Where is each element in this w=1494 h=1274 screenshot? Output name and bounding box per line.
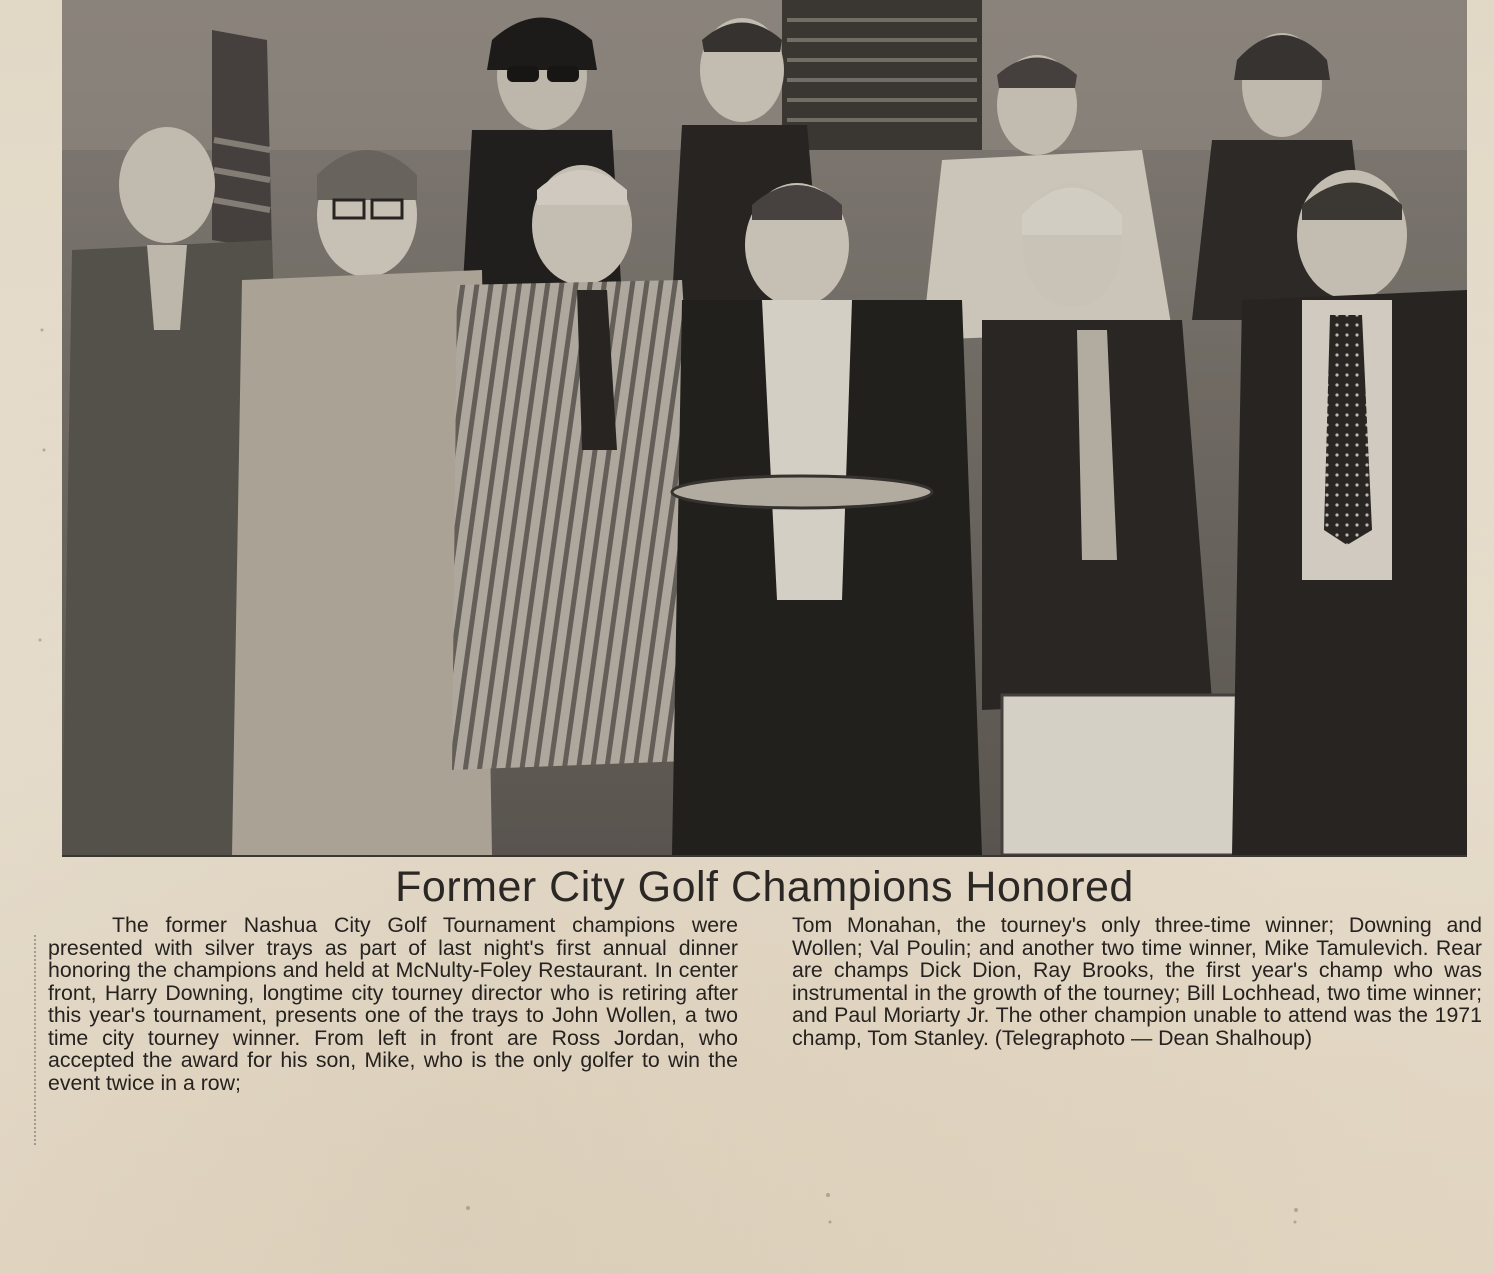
article-column-right: Tom Monahan, the tourney's only three-time winner; Downing and Wollen; Val Poulin; and another two time winner, Mike Tamulevich. Rear are champs Dick Dion, Ray Brooks, the first year's champ who was instrumental in the growth of the tourney; Bill Lochhead, two time winner; and Paul Moriarty Jr. The other champion unable to attend was the 1971 champ, Tom Stanley. (Telegraphoto — Dean Shalhoup) xyxy=(792,913,1482,1050)
article-column-left: The former Nashua City Golf Tournament champions were presented with silver trays as part of last night's first annual dinner honoring the champions and held at McNulty-Foley Restaurant. In center front, Harry Downing, longtime city tourney director who is retiring after this year's tournament, presents one of the trays to John Wollen, a two time city tourney winner. From left in front are Ross Jordan, who accepted the award for his son, Mike, who is the only golfer to win the event twice in a row; xyxy=(48,913,738,1095)
group-photo-icon xyxy=(62,0,1467,855)
clipping-edge-marks xyxy=(34,935,46,1145)
group-photo xyxy=(62,0,1467,857)
article-headline: Former City Golf Champions Honored xyxy=(395,863,1134,911)
